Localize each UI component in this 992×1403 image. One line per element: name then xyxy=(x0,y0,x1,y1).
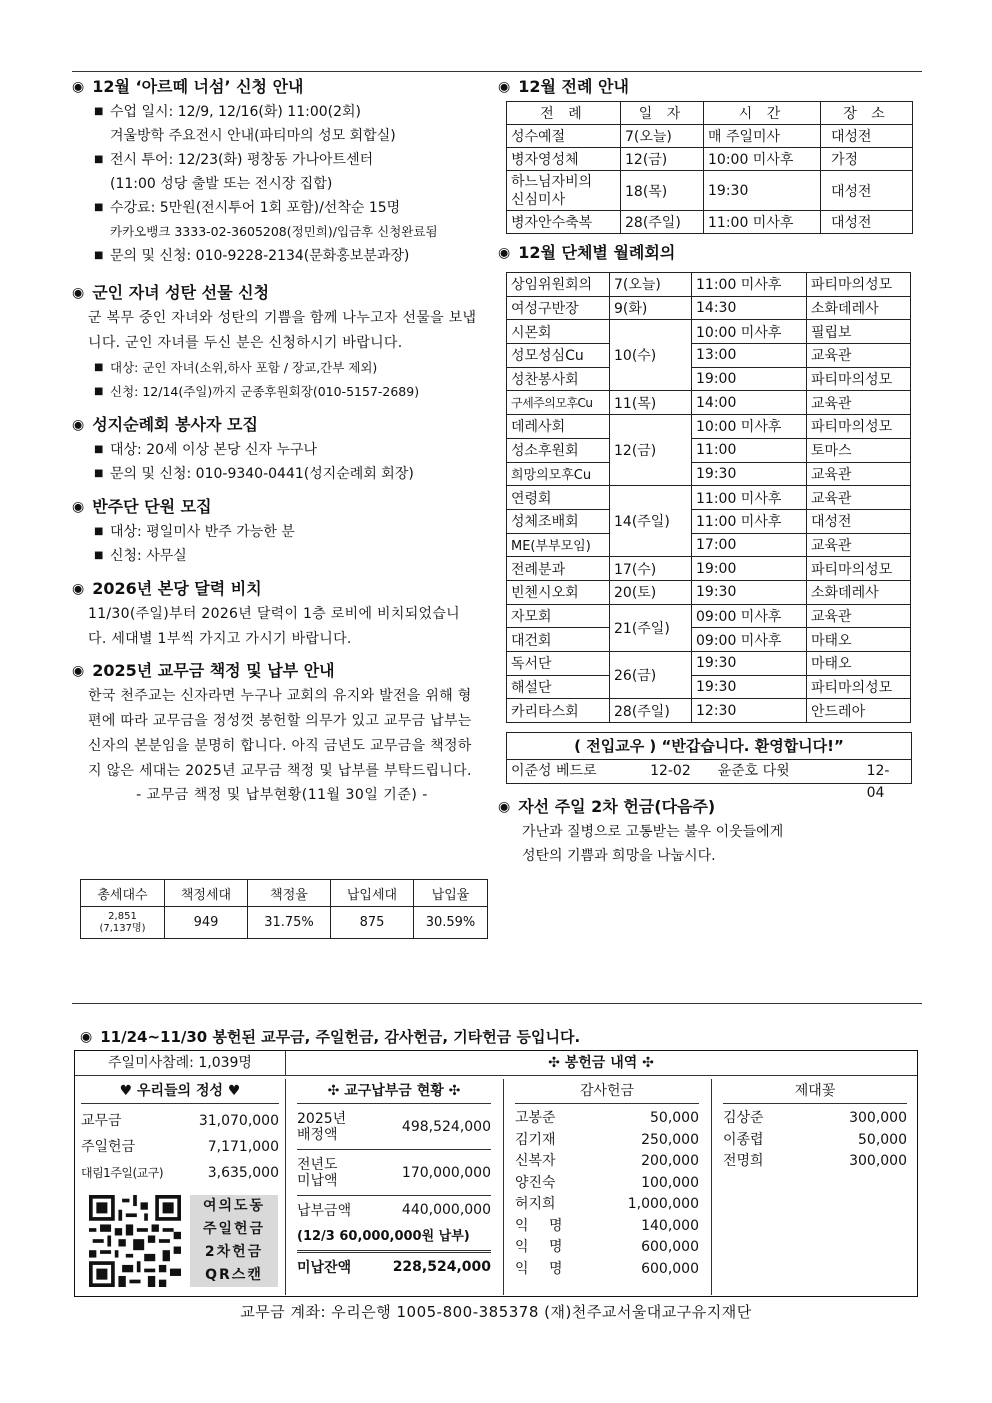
liturgy-section xyxy=(498,76,918,100)
table-row: 성수예절 7(오늘) 매 주일미사 대성전 xyxy=(507,125,913,148)
section-accompanist xyxy=(72,496,492,568)
offering-header: ✣ 봉헌금 내역 ✣ xyxy=(548,1055,654,1071)
thanks-offering xyxy=(515,1079,699,1280)
left-column xyxy=(72,76,492,806)
table-row: 상임위원회의 7(오늘) 11:00 미사후 파티마의성모 xyxy=(507,273,911,297)
table-row: 구세주의모후Cu 11(목) 14:00 교육관 xyxy=(507,391,911,415)
table-cell: 875 xyxy=(331,907,414,939)
table-row: 데레사회 12(금) 10:00 미사후 파티마의성모 xyxy=(507,415,911,439)
thanks-title: 감사헌금 xyxy=(515,1079,699,1104)
list-item: 김상준 300,000 xyxy=(723,1110,907,1126)
bullseye-icon: ◉ xyxy=(498,799,511,815)
section-paragraph: 군 복무 중인 자녀와 성탄의 기쁨을 함께 나누고자 선물을 보냅니다. 군인 자녀를 두신 분은 신청하시기 바랍니다. xyxy=(88,310,477,351)
section-paragraph: 한국 천주교는 신자라면 누구나 교회의 유지와 발전을 위해 형편에 따라 교무금을 정성껏 봉헌할 의무가 있고 교무금 납부는 신자의 본분임을 분명히 합니다. 아직 금년도 교무금을 책정하지 않은 세대는 2025년 교무금 책정 및 납부를 부탁드립니다. xyxy=(88,688,472,779)
meetings-section xyxy=(498,242,918,266)
square-bullet-icon: ■ xyxy=(94,550,104,561)
section-calendar xyxy=(72,578,492,652)
newcomer-date: 12-02 xyxy=(650,763,691,779)
bullseye-icon: ◉ xyxy=(80,1029,93,1045)
charity-line: 성탄의 기쁨과 희망을 나눕시다. xyxy=(522,848,716,864)
table-row: 독서단 26(금) 19:30 마태오 xyxy=(507,652,911,676)
bullseye-icon: ◉ xyxy=(498,245,511,261)
section-pilgrimage xyxy=(72,414,492,486)
table-header: 장 소 xyxy=(821,102,913,125)
middle-rule xyxy=(72,1003,922,1004)
charity-section xyxy=(498,796,918,868)
list-item: 수강료: 5만원(전시투어 1회 포함)/선착순 15명 xyxy=(110,200,401,216)
list-item: 허지희 1,000,000 xyxy=(515,1196,699,1212)
square-bullet-icon: ■ xyxy=(94,362,104,373)
table-header: 납입율 xyxy=(414,880,488,907)
table-row: 성모성심Cu 13:00 교육관 xyxy=(507,344,911,368)
table-row: 성찬봉사회 19:00 파티마의성모 xyxy=(507,367,911,391)
section-paragraph: 11/30(주일)부터 2026년 달력이 1층 로비에 비치되었습니다. 세대별 1부씩 가지고 가시기 바랍니다. xyxy=(88,606,460,647)
welcome-box xyxy=(506,732,912,801)
list-item: 대상: 군인 자녀(소위,하사 포함 / 장교,간부 제외) xyxy=(110,360,378,375)
bullseye-icon: ◉ xyxy=(72,499,85,515)
table-row: 병자안수축복 28(주일) 11:00 미사후 대성전 xyxy=(507,211,913,234)
account-info: 교무금 계좌: 우리은행 1005-800-385378 (재)천주교서울대교구유지재단 xyxy=(240,1303,752,1321)
list-item: 양진숙 100,000 xyxy=(515,1174,699,1191)
table-row: 전례분과 17(수) 19:00 파티마의성모 xyxy=(507,557,911,581)
table-row: 하느님자비의 신심미사 18(목) 19:30 대성전 xyxy=(507,171,913,211)
square-bullet-icon: ■ xyxy=(94,526,104,537)
list-item: 문의 및 신청: 010-9228-2134(문화홍보분과장) xyxy=(110,248,410,264)
bullseye-icon: ◉ xyxy=(72,285,85,301)
table-row: 성소후원회 11:00 토마스 xyxy=(507,438,911,462)
offering-title: ◉ 11/24~11/30 봉헌된 교무금, 주일헌금, 감사헌금, 기타헌금 등입니다. xyxy=(80,1028,581,1046)
list-item: 대상: 20세 이상 본당 신자 누구나 xyxy=(110,442,318,458)
diocese-dues: ✣ 교구납부금 현황 ✣ 2025년 배정액 498,524,000 전년도 미납액 170,000,000 납부금액 440,000,000 (12/3 60,000,000원 납부) 미납잔액 228,524,000 xyxy=(297,1079,491,1281)
our-giving: ♥ 우리들의 정성 ♥ 교무금 31,070,000 주일헌금 7,171,000 대림1주일(교구) 3,635,000 xyxy=(81,1079,279,1186)
table-row: 성체조배회 11:00 미사후 대성전 xyxy=(507,509,911,533)
list-item: 수업 일시: 12/9, 12/16(화) 11:00(2회) xyxy=(110,104,361,120)
section-title: 2025년 교무금 책정 및 납부 안내 xyxy=(92,661,335,680)
table-cell: 30.59% xyxy=(414,907,488,939)
square-bullet-icon: ■ xyxy=(94,386,104,397)
table-row: 시몬회 10(수) 10:00 미사후 필립보 xyxy=(507,320,911,344)
table-row: 대건회 09:00 미사후 마태오 xyxy=(507,628,911,652)
table-row: 자모회 21(주일) 09:00 미사후 교육관 xyxy=(507,604,911,628)
list-item: 익 명 600,000 xyxy=(515,1260,699,1277)
list-item: 김기재 250,000 xyxy=(515,1131,699,1148)
list-item: 신청: 사무실 xyxy=(110,548,187,564)
table-header: 책정세대 xyxy=(165,880,248,907)
table-row: 여성구반장 9(화) 14:30 소화데레사 xyxy=(507,296,911,320)
list-item: 고봉준 50,000 xyxy=(515,1110,699,1126)
list-item: 신복자 200,000 xyxy=(515,1153,699,1169)
table-header: 납입세대 xyxy=(331,880,414,907)
section-title: 반주단 단원 모집 xyxy=(92,497,212,516)
list-item-cont: 겨울방학 주요전시 안내(파티마의 성모 회합실) xyxy=(110,128,396,144)
section-title: 자선 주일 2차 헌금(다음주) xyxy=(518,797,716,816)
list-item: 익 명 140,000 xyxy=(515,1217,699,1234)
top-rule xyxy=(72,71,922,72)
flowers-title: 제대꽃 xyxy=(723,1079,907,1104)
section-title: 12월 ‘아르떼 너섬’ 신청 안내 xyxy=(92,77,304,96)
square-bullet-icon: ■ xyxy=(94,468,104,479)
bullseye-icon: ◉ xyxy=(72,663,85,679)
bullseye-icon: ◉ xyxy=(72,417,85,433)
newcomer-name: 윤준호 다윗 xyxy=(717,763,790,779)
section-title: 12월 전례 안내 xyxy=(518,77,629,96)
table-cell: 949 xyxy=(165,907,248,939)
list-item-cont: (11:00 성당 출발 또는 전시장 집합) xyxy=(110,176,333,192)
bullseye-icon: ◉ xyxy=(72,79,85,95)
meetings-table xyxy=(506,272,911,723)
section-arte xyxy=(72,76,492,268)
square-bullet-icon: ■ xyxy=(94,154,104,165)
square-bullet-icon: ■ xyxy=(94,250,104,261)
square-bullet-icon: ■ xyxy=(94,202,104,213)
table-row: 연령회 14(주일) 11:00 미사후 교육관 xyxy=(507,486,911,510)
bullseye-icon: ◉ xyxy=(498,79,511,95)
list-item: 익 명 600,000 xyxy=(515,1239,699,1255)
list-item: 이종렵 50,000 xyxy=(723,1131,907,1148)
table-header: 책정율 xyxy=(248,880,331,907)
table-cell: 31.75% xyxy=(248,907,331,939)
qr-label: 여의도동 주일헌금 2차헌금 QR스캔 xyxy=(190,1195,278,1287)
list-item: 전명희 300,000 xyxy=(723,1153,907,1169)
newcomer-name: 이준성 베드로 xyxy=(511,763,597,779)
table-header: 전 례 xyxy=(507,102,621,125)
section-title: 성지순례회 봉사자 모집 xyxy=(92,415,258,434)
bullseye-icon: ◉ xyxy=(72,581,85,597)
table-cell: 2,851 (7,137명) xyxy=(81,907,165,939)
table-header: 시 간 xyxy=(704,102,821,125)
list-item: 문의 및 신청: 010-9340-0441(성지순례회 회장) xyxy=(110,466,414,482)
table-row: 희망의모후Cu 19:30 교육관 xyxy=(507,462,911,486)
table-row: 해설단 19:30 파티마의성모 xyxy=(507,675,911,699)
section-military-gift xyxy=(72,282,492,404)
list-item: 신청: 12/14(주일)까지 군종후원회장(010-5157-2689) xyxy=(110,384,420,399)
table-row: ME(부부모임) 17:00 교육관 xyxy=(507,533,911,557)
qr-code-icon[interactable] xyxy=(89,1195,181,1287)
table-header: 일 자 xyxy=(621,102,704,125)
table-header: 총세대수 xyxy=(81,880,165,907)
welcome-title: ( 전입교우 ) “반갑습니다. 환영합니다!” xyxy=(507,733,911,760)
liturgy-table xyxy=(506,101,913,234)
table-row: 카리타스회 28(주일) 12:30 안드레아 xyxy=(507,699,911,723)
table-row: 병자영성체 12(금) 10:00 미사후 가정 xyxy=(507,148,913,171)
offering-box xyxy=(74,1050,918,1297)
dues-caption: - 교무금 책정 및 납부현황(11월 30일 기준) - xyxy=(136,787,428,803)
altar-flowers xyxy=(723,1079,907,1173)
charity-line: 가난과 질병으로 고통받는 불우 이웃들에게 xyxy=(522,824,784,840)
section-title: 12월 단체별 월례회의 xyxy=(518,243,676,262)
dues-status-table xyxy=(80,879,488,939)
list-item: 전시 투어: 12/23(화) 평창동 가나아트센터 xyxy=(110,152,374,168)
diocese-title: ✣ 교구납부금 현황 ✣ xyxy=(297,1079,491,1104)
newcomer-date: 12-04 xyxy=(866,763,890,801)
list-item-cont: 카카오뱅크 3333-02-3605208(정민희)/입금후 신청완료됨 xyxy=(110,224,438,239)
section-title: 군인 자녀 성탄 선물 신청 xyxy=(92,283,270,302)
our-giving-title: ♥ 우리들의 정성 ♥ xyxy=(81,1079,279,1104)
section-title: 2026년 본당 달력 비치 xyxy=(92,579,262,598)
square-bullet-icon: ■ xyxy=(94,444,104,455)
table-row: 빈첸시오회 20(토) 19:30 소화데레사 xyxy=(507,580,911,604)
section-dues xyxy=(72,660,492,806)
square-bullet-icon: ■ xyxy=(94,106,104,117)
list-item: 대상: 평일미사 반주 가능한 분 xyxy=(110,524,295,540)
attendance-count: 주일미사참례: 1,039명 xyxy=(108,1055,252,1071)
